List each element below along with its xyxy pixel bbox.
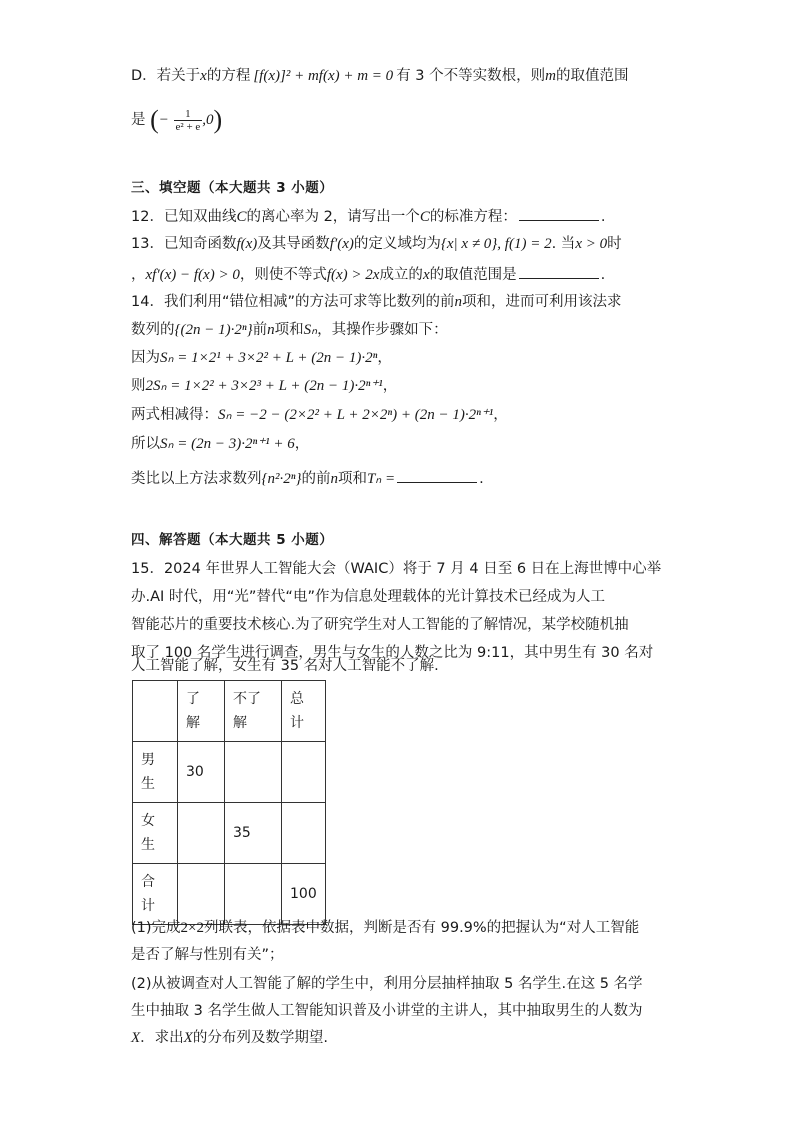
option-d-line1 xyxy=(131,66,628,86)
var-x: x xyxy=(422,267,430,283)
sequence: {(2n − 1)·2ⁿ} xyxy=(174,322,253,338)
row-header-part: 男 xyxy=(141,752,155,768)
fraction-numerator: 1 xyxy=(174,108,203,121)
text-fragment: . xyxy=(600,267,606,283)
table-cell[interactable] xyxy=(178,803,225,864)
table-cell[interactable] xyxy=(178,864,225,925)
equation: Sₙ = −2 − (2×2² + L + 2×2ⁿ) + (2n − 1)·2ⁿ⁺¹ xyxy=(218,407,494,423)
text-fragment: 因为 xyxy=(131,350,160,366)
table-cell[interactable] xyxy=(282,742,326,803)
question-15-sub1-line2: 是否了解与性别有关”； xyxy=(131,947,284,963)
section-heading-solve: 四、解答题（本大题共 5 小题） xyxy=(131,532,334,548)
var-n: n xyxy=(454,294,462,310)
table-cell[interactable]: 100 xyxy=(282,864,326,925)
question-12 xyxy=(131,206,605,227)
var-n: n xyxy=(330,471,338,487)
text-fragment: 有 3 个不等实数根，则 xyxy=(396,68,546,84)
question-15-sub1-line1 xyxy=(131,918,639,938)
question-14-line5 xyxy=(131,405,508,425)
text-fragment: 的定义域均为 xyxy=(353,236,441,252)
equation: 2Sₙ = 1×2² + 3×2³ + L + (2n − 1)·2ⁿ⁺¹ xyxy=(145,378,383,394)
paren-close: ) xyxy=(213,105,223,134)
text-fragment: 的标准方程： xyxy=(429,209,517,225)
answer-blank[interactable] xyxy=(519,264,599,279)
header-part: 总 xyxy=(290,691,304,707)
option-d-line2 xyxy=(131,104,222,136)
question-15-line3: 智能芯片的重要技术核心.为了研究学生对人工智能的了解情况，某学校随机抽 xyxy=(131,617,629,633)
text-fragment: ， xyxy=(131,267,146,283)
table-cell[interactable] xyxy=(225,864,282,925)
text-fragment: 13．已知奇函数 xyxy=(131,236,237,252)
text-fragment: ， xyxy=(382,378,398,394)
answer-blank[interactable] xyxy=(397,468,477,483)
equation: Sₙ = 1×2¹ + 3×2² + L + (2n − 1)·2ⁿ xyxy=(160,350,378,366)
paren-open: ( xyxy=(150,105,159,134)
var-n: n xyxy=(267,322,275,338)
var-x: x xyxy=(200,68,207,84)
text-fragment: 两式相减得： xyxy=(131,407,218,423)
table-size: 2×2 xyxy=(180,920,205,936)
text-fragment: . 当 xyxy=(551,236,576,252)
var-sn: Sₙ xyxy=(303,322,318,338)
text-fragment: . xyxy=(479,471,484,487)
text-fragment: 则 xyxy=(131,378,146,394)
text-fragment: ， xyxy=(377,350,392,366)
sequence: {n²·2ⁿ} xyxy=(261,471,302,487)
header-part: 计 xyxy=(290,715,304,731)
text-fragment: 及其导函数 xyxy=(257,236,330,252)
table-row-header xyxy=(133,742,178,803)
question-14-line6 xyxy=(131,434,309,454)
question-13-line2 xyxy=(131,264,605,285)
contingency-table xyxy=(132,680,326,925)
question-13-line1 xyxy=(131,234,622,254)
fraction xyxy=(174,108,203,133)
minus-sign: − xyxy=(158,112,169,128)
question-14-line7 xyxy=(131,468,484,489)
table-cell[interactable] xyxy=(225,742,282,803)
text-fragment: 项和 xyxy=(337,471,367,487)
text-fragment: 的离心率为 2，请写出一个 xyxy=(246,209,420,225)
question-15-sub2-line2: 生中抽取 3 名学生做人工智能知识普及小讲堂的主讲人，其中抽取男生的人数为 xyxy=(131,1003,643,1019)
row-header-part: 计 xyxy=(141,898,155,914)
table-cell[interactable]: 35 xyxy=(225,803,282,864)
func-f-prime: f′(x) xyxy=(329,236,354,252)
question-14-line1 xyxy=(131,292,621,312)
row-header-part: 生 xyxy=(141,776,155,792)
question-14-line3 xyxy=(131,348,392,368)
table-row-header xyxy=(133,864,178,925)
question-15-line2: 办.AI 时代，用“光”替代“电”作为信息处理载体的光计算技术已经成为人工 xyxy=(131,589,605,605)
text-fragment: 的取值范围 xyxy=(555,68,629,84)
text-fragment: 所以 xyxy=(131,436,160,452)
question-15-line4: 取了 100 名学生进行调查，男生与女生的人数之比为 9:11，其中男生有 30 名对 xyxy=(131,645,654,661)
question-15-sub2-line1: (2)从被调查对人工智能了解的学生中，利用分层抽样抽取 5 名学生.在这 5 名学 xyxy=(131,976,643,992)
var-x: X xyxy=(131,1030,141,1046)
fraction-denominator: e² + e xyxy=(175,120,201,133)
row-header-part: 女 xyxy=(141,813,155,829)
text-fragment: 14．我们利用“错位相减”的方法可求等比数列的前 xyxy=(131,294,455,310)
header-part: 不了 xyxy=(233,691,261,707)
var-tn: Tₙ = xyxy=(366,471,396,487)
text-fragment: ，其操作步骤如下： xyxy=(317,322,448,338)
text-fragment: 12．已知双曲线 xyxy=(131,209,237,225)
row-header-part: 合 xyxy=(141,874,155,890)
table-row-header xyxy=(133,803,178,864)
table-cell[interactable]: 30 xyxy=(178,742,225,803)
text-fragment: ．求出 xyxy=(140,1030,184,1046)
text-fragment: 成立的 xyxy=(379,267,423,283)
question-15-line1: 15．2024 年世界人工智能大会（WAIC）将于 7 月 4 日至 6 日在上海世博中心举 xyxy=(131,561,662,577)
text-fragment: 项和 xyxy=(274,322,304,338)
row-header-part: 生 xyxy=(141,837,155,853)
var-x: X xyxy=(183,1030,193,1046)
text-fragment: ， xyxy=(493,407,508,423)
text-fragment: ， xyxy=(294,436,310,452)
table-row xyxy=(133,681,326,742)
option-d-label: D．若关于 xyxy=(131,68,201,84)
text-fragment: 数列的 xyxy=(131,322,175,338)
equation: [f(x)]² + mf(x) + m = 0 xyxy=(253,68,394,84)
var-c: C xyxy=(419,209,430,225)
table-header-cell xyxy=(225,681,282,742)
text-fragment: 类比以上方法求数列 xyxy=(131,471,262,487)
header-part: 解 xyxy=(186,715,200,731)
question-15-line5: 人工智能了解，女生有 35 名对人工智能不了解. xyxy=(131,658,439,674)
text-fragment: 项和，进而可利用该法求 xyxy=(461,294,622,310)
table-cell xyxy=(133,681,178,742)
text-fragment: 时 xyxy=(607,236,622,252)
text-fragment: 的方程 xyxy=(206,68,251,84)
text-fragment: 的前 xyxy=(301,471,331,487)
table-header-cell xyxy=(178,681,225,742)
table-row xyxy=(133,864,326,925)
var-m: m xyxy=(545,68,556,84)
question-15-sub2-line3 xyxy=(131,1028,328,1048)
inequality: xf′(x) − f(x) > 0 xyxy=(145,267,240,283)
text-fragment: . xyxy=(600,209,606,225)
answer-blank[interactable] xyxy=(519,206,599,221)
question-14-line2 xyxy=(131,320,448,340)
text-fragment: 是 xyxy=(131,112,146,128)
header-part: 解 xyxy=(233,715,247,731)
text-fragment: ，则使不等式 xyxy=(239,267,327,283)
table-row xyxy=(133,803,326,864)
text-fragment: 前 xyxy=(252,322,268,338)
header-part: 了 xyxy=(186,691,200,707)
text-fragment: (1)完成 xyxy=(131,920,181,936)
text-fragment: 的分布列及数学期望. xyxy=(192,1030,328,1046)
table-row xyxy=(133,742,326,803)
range-upper: ,0 xyxy=(202,112,214,128)
func-f: f(x) xyxy=(236,236,258,252)
inequality: f(x) > 2x xyxy=(326,267,380,283)
var-c: C xyxy=(236,209,247,225)
table-cell[interactable] xyxy=(282,803,326,864)
table-header-cell xyxy=(282,681,326,742)
section-heading-fill-in: 三、填空题（本大题共 3 小题） xyxy=(131,180,334,196)
domain-set: {x| x ≠ 0}, f(1) = 2 xyxy=(440,236,552,252)
question-14-line4 xyxy=(131,376,397,396)
equation: Sₙ = (2n − 3)·2ⁿ⁺¹ + 6 xyxy=(160,436,295,452)
text-fragment: 的取值范围是 xyxy=(429,267,517,283)
condition: x > 0 xyxy=(575,236,608,252)
text-fragment: 列联表，依据表中数据，判断是否有 99.9%的把握认为“对人工智能 xyxy=(204,920,640,936)
